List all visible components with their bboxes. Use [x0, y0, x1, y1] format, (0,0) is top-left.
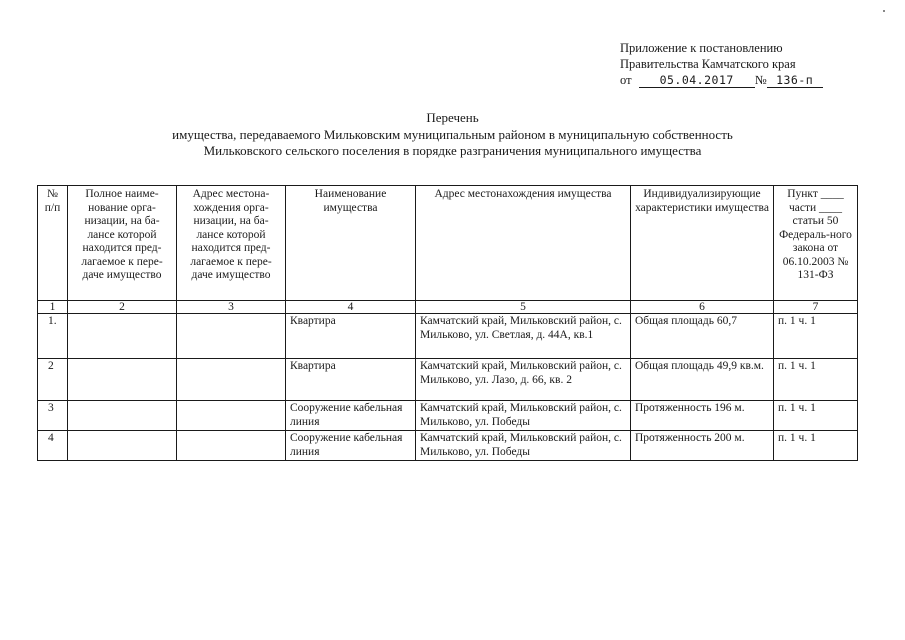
row-property-address: Камчатский край, Мильковский район, с. Мильково, ул. Победы	[416, 431, 631, 461]
document-title	[0, 110, 905, 160]
appendix-date: 05.04.2017	[639, 73, 755, 88]
appendix-date-line	[620, 72, 890, 88]
row-number: 3	[38, 401, 68, 431]
column-number: 1	[38, 301, 68, 314]
column-number: 4	[286, 301, 416, 314]
column-number-row	[38, 301, 858, 314]
row-property-address: Камчатский край, Мильковский район, с. Мильково, ул. Светлая, д. 44А, кв.1	[416, 314, 631, 359]
table-row	[38, 314, 858, 359]
header-org-address: Адрес местона-хождения орга-низации, на ба-лансе которой находится пред-лагаемое к пере-даче имущество	[177, 186, 286, 301]
row-law-clause: п. 1 ч. 1	[774, 431, 858, 461]
row-property-name: Сооружение кабельная линия	[286, 431, 416, 461]
appendix-number-label: №	[754, 73, 767, 87]
title-line-2: имущества, передаваемого Мильковским муниципальным районом в муниципальную собственность	[172, 126, 733, 142]
header-property-address: Адрес местонахождения имущества	[416, 186, 631, 301]
row-org-name	[68, 314, 177, 359]
row-property-name: Сооружение кабельная линия	[286, 401, 416, 431]
column-number: 6	[631, 301, 774, 314]
row-characteristics: Протяженность 200 м.	[631, 431, 774, 461]
table-row	[38, 431, 858, 461]
title-line-3: Мильковского сельского поселения в порядке разграничения муниципального имущества	[203, 143, 702, 158]
appendix-line-2: Правительства Камчатского края	[620, 57, 796, 71]
appendix-line-1: Приложение к постановлению	[620, 41, 783, 55]
row-characteristics: Общая площадь 49,9 кв.м.	[631, 359, 774, 401]
appendix-header	[620, 40, 890, 88]
column-number: 3	[177, 301, 286, 314]
row-org-address	[177, 359, 286, 401]
row-number: 2	[38, 359, 68, 401]
appendix-ot-label: от	[620, 73, 632, 87]
header-org-name: Полное наиме-нование орга-низации, на ба-лансе которой находится пред-лагаемое к пере-даче имущество	[68, 186, 177, 301]
row-number: 4	[38, 431, 68, 461]
row-law-clause: п. 1 ч. 1	[774, 401, 858, 431]
row-org-name	[68, 359, 177, 401]
row-property-name: Квартира	[286, 359, 416, 401]
column-number: 2	[68, 301, 177, 314]
header-characteristics: Индивидуализирующие характеристики имущества	[631, 186, 774, 301]
table-row	[38, 401, 858, 431]
row-characteristics: Протяженность 196 м.	[631, 401, 774, 431]
row-org-address	[177, 314, 286, 359]
table-row	[38, 359, 858, 401]
column-number: 7	[774, 301, 858, 314]
title-line-1: Перечень	[426, 110, 479, 125]
row-property-name: Квартира	[286, 314, 416, 359]
row-law-clause: п. 1 ч. 1	[774, 359, 858, 401]
row-characteristics: Общая площадь 60,7	[631, 314, 774, 359]
header-property-name: Наименование имущества	[286, 186, 416, 301]
header-number: № п/п	[38, 186, 68, 301]
header-law-clause: Пункт ____ части ____ статьи 50 Федераль-ного закона от 06.10.2003 № 131-ФЗ	[774, 186, 858, 301]
row-property-address: Камчатский край, Мильковский район, с. Мильково, ул. Лазо, д. 66, кв. 2	[416, 359, 631, 401]
row-org-name	[68, 431, 177, 461]
table-header-row	[38, 186, 858, 301]
row-property-address: Камчатский край, Мильковский район, с. Мильково, ул. Победы	[416, 401, 631, 431]
property-list-table	[37, 185, 858, 461]
column-number: 5	[416, 301, 631, 314]
row-org-address	[177, 401, 286, 431]
row-number: 1.	[38, 314, 68, 359]
row-org-name	[68, 401, 177, 431]
appendix-number: 136-п	[767, 73, 823, 88]
row-org-address	[177, 431, 286, 461]
row-law-clause: п. 1 ч. 1	[774, 314, 858, 359]
scan-speck	[883, 10, 885, 12]
